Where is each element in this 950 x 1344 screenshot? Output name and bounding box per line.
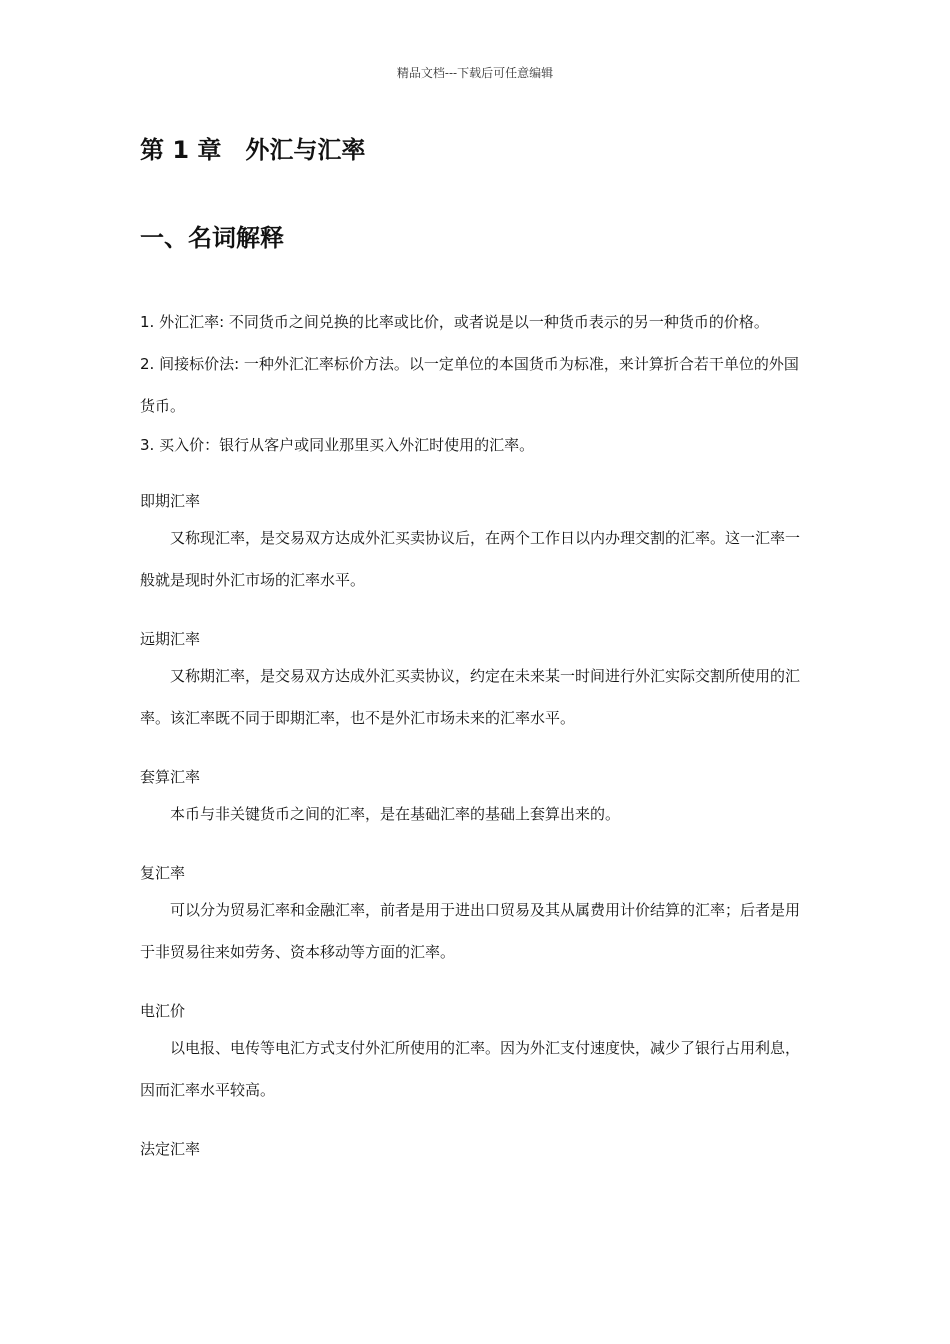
term-name: 电汇价 <box>140 1002 186 1020</box>
term-body: 可以分为贸易汇率和金融汇率，前者是用于进出口贸易及其从属费用计价结算的汇率；后者是用于非贸易往来如劳务、资本移动等方面的汇率。 <box>140 901 801 961</box>
term-block <box>140 623 812 739</box>
section-title: 一、名词解释 <box>140 224 284 252</box>
term-body: 以电报、电传等电汇方式支付外汇所使用的汇率。因为外汇支付速度快，减少了银行占用利息，因而汇率水平较高。 <box>140 1039 801 1099</box>
chapter-title: 第 1 章 外汇与汇率 <box>140 136 366 164</box>
definition-list <box>140 301 812 463</box>
term-block <box>140 485 812 601</box>
term-name: 即期汇率 <box>140 492 201 510</box>
document-content <box>140 130 812 1165</box>
term-name: 复汇率 <box>140 864 186 882</box>
term-body: 又称期汇率，是交易双方达成外汇买卖协议，约定在未来某一时间进行外汇实际交割所使用的汇率。该汇率既不同于即期汇率，也不是外汇市场未来的汇率水平。 <box>140 667 801 727</box>
term-name: 套算汇率 <box>140 768 201 786</box>
term-block <box>140 1133 812 1165</box>
term-block <box>140 761 812 835</box>
definition-item: 2. 间接标价法: 一种外汇汇率标价方法。以一定单位的本国货币为标准，来计算折合若干单位的外国货币。 <box>140 355 799 415</box>
definition-item: 3. 买入价：银行从客户或同业那里买入外汇时使用的汇率。 <box>140 436 535 454</box>
definition-item: 1. 外汇汇率: 不同货币之间兑换的比率或比价，或者说是以一种货币表示的另一种货币的价格。 <box>140 313 769 331</box>
term-name: 远期汇率 <box>140 630 201 648</box>
term-body: 本币与非关键货币之间的汇率，是在基础汇率的基础上套算出来的。 <box>170 805 621 823</box>
header-note: 精品文档---下载后可任意编辑 <box>396 66 554 80</box>
term-block <box>140 995 812 1111</box>
term-name: 法定汇率 <box>140 1140 201 1158</box>
term-body: 又称现汇率，是交易双方达成外汇买卖协议后，在两个工作日以内办理交割的汇率。这一汇率一般就是现时外汇市场的汇率水平。 <box>140 529 801 589</box>
term-block <box>140 857 812 973</box>
